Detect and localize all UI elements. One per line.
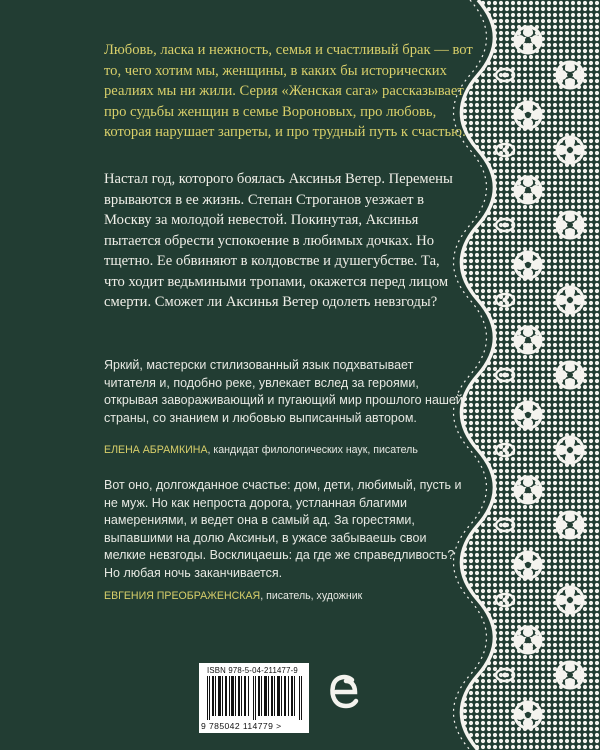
review-quote: Яркий, мастерски стилизованный язык подхватывает читателя и, подобно реке, увлекает вслед за героями, открывая завораживающий и пугающий мир прошлого нашей страны, со знанием и любовью выписанный автором. xyxy=(104,358,463,425)
isbn-barcode-block xyxy=(199,663,309,733)
barcode-icon xyxy=(207,676,303,720)
review-credentials: , писатель, художник xyxy=(260,590,363,602)
series-intro: Любовь, ласка и нежность, семья и счастливый брак — вот то, чего хотим мы, женщины, в каких бы исторических реалиях мы ни жили. Серия «Женская сага» рассказывает про судьбы женщин в семье Вороновых, про любовь, которая нарушает запреты, и про трудный путь к счастью. xyxy=(104,42,473,140)
review-attribution xyxy=(104,590,362,602)
review-quote: Вот оно, долгожданное счастье: дом, дети, любимый, пусть и не муж. Но как непроста дорога, устланная благими намерениями, и ведет она в самый ад. За горестями, выпавшими на долю Аксиньи, в ужасе забываешь свои мелкие невзгоды. Восклицаешь: да где же справедливость? Но любая ночь заканчивается. xyxy=(104,478,462,580)
book-synopsis: Настал год, которого боялась Аксинья Ветер. Перемены врываются в ее жизнь. Степан Строганов уезжает в Москву за молодой невестой. Покинутая, Аксинья пытается обрести успокоение в любимых дочках. Но тщетно. Ее обвиняют в колдовстве и душегубстве. Та, что ходит ведьмиными тропами, окажется перед лицом смерти. Сможет ли Аксинья Ветер одолеть невзгоды? xyxy=(104,171,453,310)
review-credentials: , кандидат филологических наук, писатель xyxy=(207,444,418,456)
review-author: ЕВГЕНИЯ ПРЕОБРАЖЕНСКАЯ xyxy=(104,590,261,602)
publisher-logo-icon xyxy=(327,672,361,712)
isbn-number: ISBN 978-5-04-211477-9 xyxy=(207,666,298,675)
review-author: ЕЛЕНА АБРАМКИНА xyxy=(104,444,208,456)
barcode-digits: 9 785042 114779 > xyxy=(201,721,282,731)
review-attribution xyxy=(104,444,418,456)
